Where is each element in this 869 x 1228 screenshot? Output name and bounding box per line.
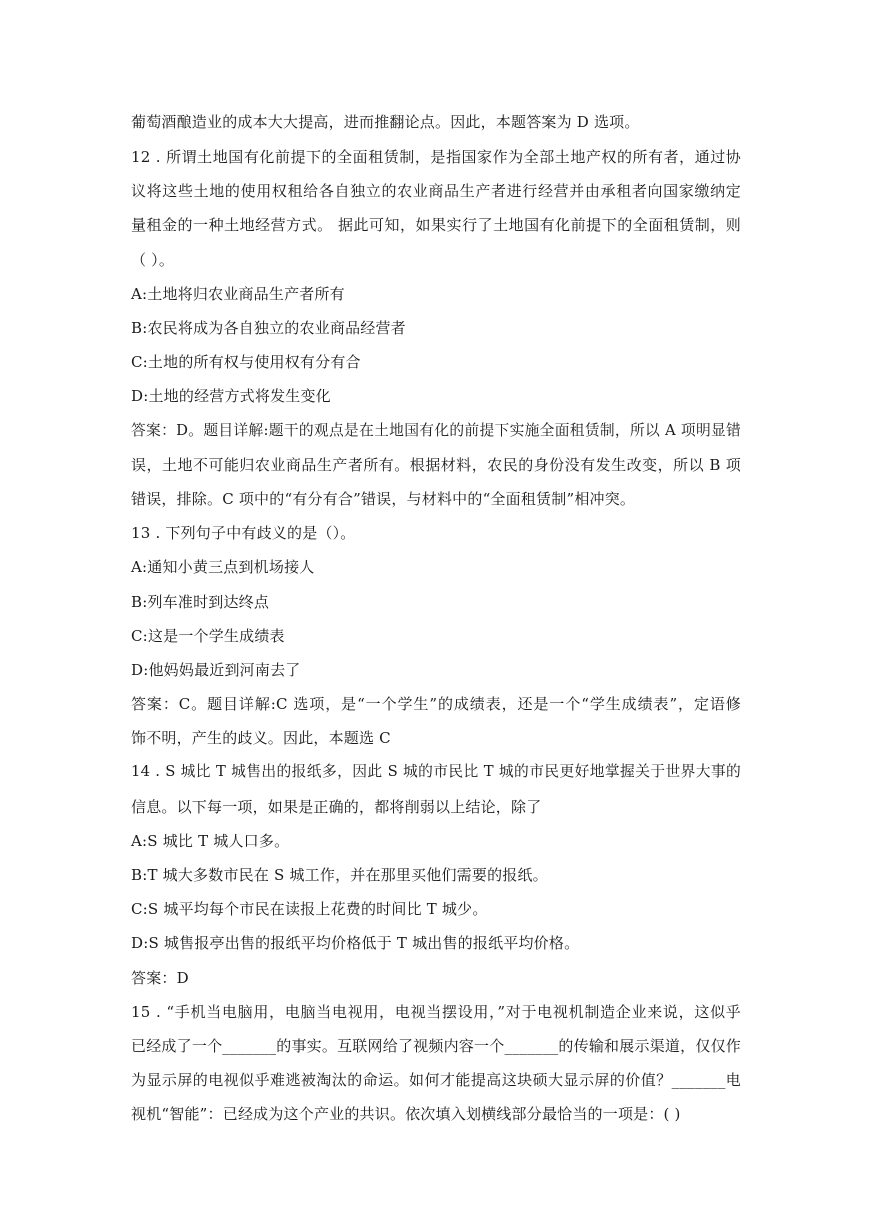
- option-c: C:这是一个学生成绩表: [131, 627, 285, 645]
- question-15-line: 已经成了一个_______的事实。互联网给了视频内容一个_______的传输和展示渠道，仅仅作: [131, 1037, 741, 1055]
- option-a: A:土地将归农业商品生产者所有: [131, 285, 345, 303]
- answer-line: 答案：C。题目详解:C 选项，是“一个学生”的成绩表，还是一个“学生成绩表”，定语修: [131, 695, 741, 713]
- option-d: D:S 城售报亭出售的报纸平均价格低于 T 城出售的报纸平均价格。: [131, 934, 580, 952]
- answer-line: 饰不明，产生的歧义。因此，本题选 C: [131, 729, 391, 747]
- option-a: A:通知小黄三点到机场接人: [131, 558, 315, 576]
- question-13-line: 13 . 下列句子中有歧义的是（）。: [131, 524, 356, 542]
- question-15-line: 为显示屏的电视似乎难逃被淘汰的命运。如何才能提高这块硕大显示屏的价值？_______电: [131, 1071, 741, 1089]
- question-12-line: 12 . 所谓土地国有化前提下的全面租赁制，是指国家作为全部土地产权的所有者，通过协: [131, 148, 741, 166]
- answer-line: 答案：D。题目详解:题干的观点是在土地国有化的前提下实施全面租赁制，所以 A 项明显错: [131, 422, 741, 439]
- question-12-line: 议将这些土地的使用权租给各自独立的农业商品生产者进行经营并由承租者向国家缴纳定: [131, 182, 741, 200]
- option-c: C:S 城平均每个市民在读报上花费的时间比 T 城少。: [131, 900, 488, 918]
- option-d: D:他妈妈最近到河南去了: [131, 661, 301, 679]
- option-b: B:T 城大多数市民在 S 城工作，并在那里买他们需要的报纸。: [131, 866, 548, 884]
- option-d: D:土地的经营方式将发生变化: [131, 387, 331, 405]
- text-line: 葡萄酒酿造业的成本大大提高，进而推翻论点。因此，本题答案为 D 选项。: [131, 113, 640, 131]
- option-b: B:列车准时到达终点: [131, 593, 270, 611]
- answer-line: 误，土地不可能归农业商品生产者所有。根据材料，农民的身份没有发生改变，所以 B 项: [131, 456, 741, 474]
- question-15-line: 视机“智能”：已经成为这个产业的共识。依次填入划横线部分最恰当的一项是：( ): [131, 1105, 681, 1123]
- question-12-line: 量租金的一种土地经营方式。 据此可知，如果实行了土地国有化前提下的全面租赁制，则: [131, 216, 741, 234]
- question-15-line: 15 . “手机当电脑用，电脑当电视用，电视当摆设用，”对于电视机制造企业来说，这似乎: [131, 1003, 741, 1021]
- question-14-line: 14 . S 城比 T 城售出的报纸多，因此 S 城的市民比 T 城的市民更好地掌握关于世界大事的: [131, 763, 741, 780]
- option-b: B:农民将成为各自独立的农业商品经营者: [131, 319, 406, 337]
- question-14-line: 信息。以下每一项，如果是正确的，都将削弱以上结论，除了: [131, 798, 542, 816]
- option-a: A:S 城比 T 城人口多。: [131, 832, 290, 850]
- answer-line: 错误，排除。C 项中的“有分有合”错误，与材料中的“全面租赁制”相冲突。: [131, 490, 636, 508]
- answer-line: 答案：D: [131, 969, 189, 987]
- question-12-line: （ ）。: [131, 251, 175, 269]
- option-c: C:土地的所有权与使用权有分有合: [131, 353, 361, 371]
